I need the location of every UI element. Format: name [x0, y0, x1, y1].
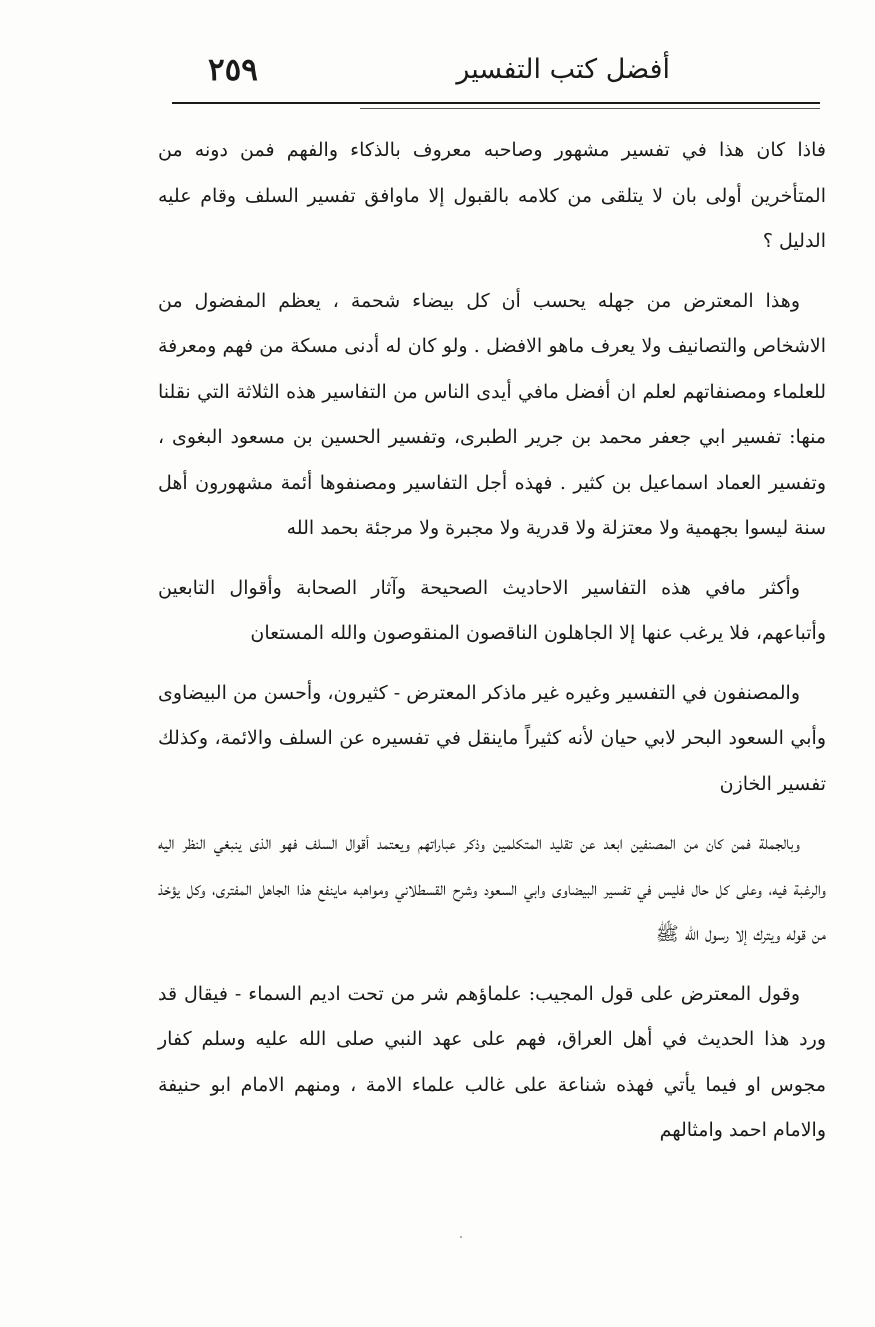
paragraph: وهذا المعترض من جهله يحسب أن كل بيضاء شحمة ، يعظم المفضول من الاشخاص والتصانيف ولا يعرف ماهو الافضل . ولو كان له أدنى مسكة من فهم ومعرفة للعلماء ومصنفاتهم لعلم ان أفضل مافي أيدى الناس من التفاسير هذه الثلاثة التي نقلنا منها: تفسير ابي جعفر محمد بن جرير الطبرى، وتفسير الحسين بن مسعود البغوى ، وتفسير العماد اسماعيل بن كثير . فهذه أجل التفاسير ومصنفوها أئمة مشهورون أهل سنة ليسوا بجهمية ولا معتزلة ولا قدرية ولا مجبرة ولا مرجئة بحمد الله: [158, 289, 826, 539]
header-rule: [172, 102, 820, 104]
paragraph: فاذا كان هذا في تفسير مشهور وصاحبه معروف بالذكاء والفهم فمن دونه من المتأخرين أولى بان لا يتلقى من كلامه بالقبول إلا ماوافق تفسير السلف وقام عليه الدليل ؟: [158, 139, 826, 252]
body-text: [158, 128, 826, 1168]
page-header: [170, 48, 820, 108]
print-speck: [460, 1236, 462, 1238]
running-title: أفضل كتب التفسير: [456, 54, 670, 85]
paragraph: وأكثر مافي هذه التفاسير الاحاديث الصحيحة وآثار الصحابة وأقوال التابعين وأتباعهم، فلا يرغب عنها إلا الجاهلون الناقصون المنقوصون والله المستعان: [158, 576, 826, 644]
paragraph: وقول المعترض على قول المجيب: علماؤهم شر من تحت اديم السماء - فيقال قد ورد هذا الحديث في أهل العراق، فهم على عهد النبي صلى الله عليه وسلم كفار مجوس او فيما يأتي فهذه شناعة على غالب علماء الامة ، ومنهم الامام ابو حنيفة والامام احمد وامثالهم: [158, 982, 826, 1141]
page-number: ٢٥٩: [208, 52, 258, 88]
paragraph: وبالجملة فمن كان من المصنفين ابعد عن تقليد المتكلمين وذكر عباراتهم ويعتمد أقوال السلف فهو الذى ينبغي النظر اليه والرغبة فيه، وعلى كل حال فليس في تفسير البيضاوى وابي السعود وشرح القسطلاني ومواهبه ماينفع هذا الجاهل المفترى، وكل يؤخذ من قوله ويترك إلا رسول الله ﷺ: [158, 832, 826, 945]
header-rule-thin: [360, 108, 820, 109]
paragraph: والمصنفون في التفسير وغيره غير ماذكر المعترض - كثيرون، وأحسن من البيضاوى وأبي السعود البحر لابي حيان لأنه كثيراً ماينقل في تفسيره عن السلف والائمة، وكذلك تفسير الخازن: [158, 681, 826, 795]
